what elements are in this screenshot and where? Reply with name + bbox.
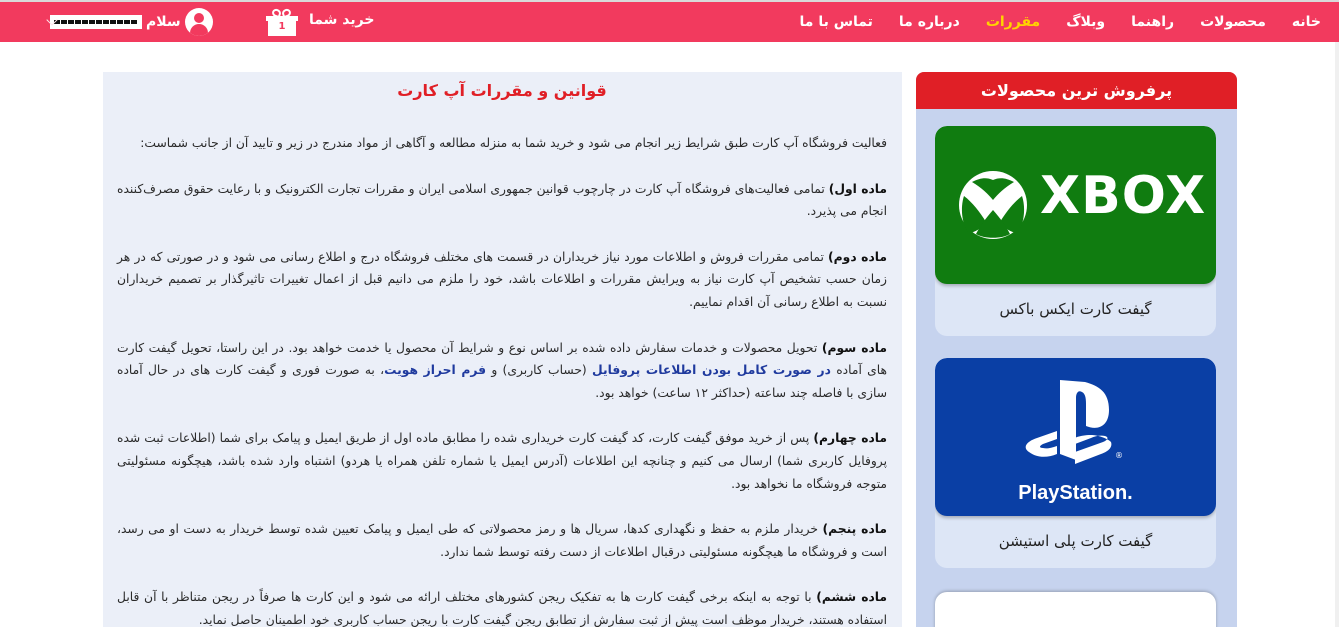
product-card-xbox[interactable] [935,126,1216,336]
clause-text: ، به صورت فوری و گیفت کارت های در حال آماده سازی با فاصله چند ساعته (حداکثر ۱۲ ساعت) خواهد بود. [117,363,887,400]
nav-item-contact[interactable]: تماس با ما [799,14,873,30]
cart-button[interactable] [265,8,374,38]
username-redacted [50,15,142,29]
clause-title: ماده چهارم) [813,431,887,446]
page-scrollbar[interactable] [1335,42,1339,627]
greeting-text: سلام [146,14,181,30]
nav-item-about[interactable]: درباره ما [898,14,960,30]
nav-item-blog[interactable]: وبلاگ [1066,14,1106,30]
user-avatar-icon [185,8,213,36]
sidebar-title: پرفروش ترین محصولات [916,72,1237,109]
clause-text: (حساب کاربری) و [486,363,593,378]
product-card-playstation[interactable] [935,358,1216,568]
xbox-sphere-icon [958,170,1028,240]
clause-text: پس از خرید موفق گیفت کارت، کد گیفت کارت خریداری شده را مطابق ماده اول از طریق ایمیل و پیامک برای شما (اطلاعات ثبت شده پروفایل کاربری شما) ارسال می کنیم و چنانچه این اطلاعات (آدرس ایمیل یا شماره تلفن همراه یا هردو) اشتباه وارد شده باشد، هیچگونه مسئولیتی متوجه فروشگاه ما نخواهد بود. [117,431,887,491]
nav-item-home[interactable]: خانه [1291,14,1321,30]
article-clause-3 [117,337,887,405]
user-menu[interactable] [50,2,213,42]
playstation-symbol-icon [1015,368,1135,478]
playstation-logo-text: PlayStation. [1018,482,1133,504]
clause-title: ماده اول) [828,181,887,196]
playstation-logo-image[interactable] [935,358,1216,516]
clause-text: تحویل محصولات و خدمات سفارش داده شده بر اساس نوع و شرایط آن محصول یا خدمت خواهد بود. در این راستا، تحویل گیفت کارت های آماده [117,340,888,378]
article-clause-5 [117,518,887,563]
cart-label: خرید شما [309,12,375,28]
xbox-logo-image[interactable] [935,126,1216,284]
clause-title: ماده دوم) [828,249,887,264]
article-clause-2 [117,246,887,314]
product-card-partial[interactable] [935,592,1216,627]
clause-title: ماده سوم) [821,340,887,355]
clause-text: خریدار ملزم به حفظ و نگهداری کدها، سریال ها و رمز محصولاتی که طی ایمیل و پیامک تعیین شده توسط خریدار به دست او می رسد، است و فروشگاه ما هیچگونه مسئولیتی درقبال اطلاعات از دست رفته توسط شما ندارد. [117,522,887,559]
article-clause-4 [117,427,887,495]
nav-item-guide[interactable]: راهنما [1131,14,1175,30]
top-navigation-bar [0,0,1339,42]
profile-completion-link[interactable]: در صورت کامل بودن اطلاعات پروفایل [592,363,831,378]
clause-title: ماده ششم) [816,590,887,605]
identity-verification-link[interactable]: فرم احراز هویت [384,363,487,378]
article-intro: فعالیت فروشگاه آپ کارت طبق شرایط زیر انجام می شود و خرید شما به منزله مطالعه و آگاهی از مواد مندرج در زیر و تایید آن از جانب شماست: [140,136,887,150]
article-clause-1 [117,178,887,223]
svg-text:®: ® [1115,451,1123,460]
clause-text: تمامی فعالیت‌های فروشگاه آپ کارت در چارچوب قوانین جمهوری اسلامی ایران و مقررات تجارت الکترونیک و با رعایت حقوق مصرف‌کننده انجام می پذیرد. [117,181,887,219]
product-name[interactable]: گیفت کارت پلی استیشن [998,532,1153,550]
cart-count-badge: 1 [278,21,286,32]
xbox-logo-text: XBOX [1040,166,1207,226]
page-title: قوانین و مقررات آپ کارت [397,81,607,100]
nav-item-rules[interactable]: مقررات [985,14,1041,30]
clause-text: با توجه به اینکه برخی گیفت کارت ها به تفکیک ریجن کشورهای مختلف ارائه می شود و این کارت ها صرفاً در ریجن متناظر با آن قابل استفاده هستند، خریدار موظف است پیش از ثبت سفارش از تطابق ریجن گیفت کارت با ریجن حساب کاربری خود اطمینان حاصل نماید. [117,590,887,627]
gift-icon [265,9,299,37]
clause-title: ماده پنجم) [822,522,887,537]
bestsellers-sidebar [916,72,1237,627]
clause-text: تمامی مقررات فروش و اطلاعات مورد نیاز خریداران در قسمت های مختلف فروشگاه درج و اطلاع رسانی می شود و در صورتی که در هر زمان حسب تشخیص آپ کارت نیاز به ویرایش مقررات و اطلاعات باشد، خود را ملزم می دانیم قبل از اعمال تغییرات تاثیرگذار بر تصمیم خریداران نسبت به اطلاع رسانی آن اقدام نماییم. [117,249,887,309]
product-name[interactable]: گیفت کارت ایکس باکس [999,300,1152,318]
nav-item-products[interactable]: محصولات [1200,14,1266,30]
rules-article [103,72,902,627]
main-menu [774,2,1339,42]
article-clause-6 [117,586,887,627]
